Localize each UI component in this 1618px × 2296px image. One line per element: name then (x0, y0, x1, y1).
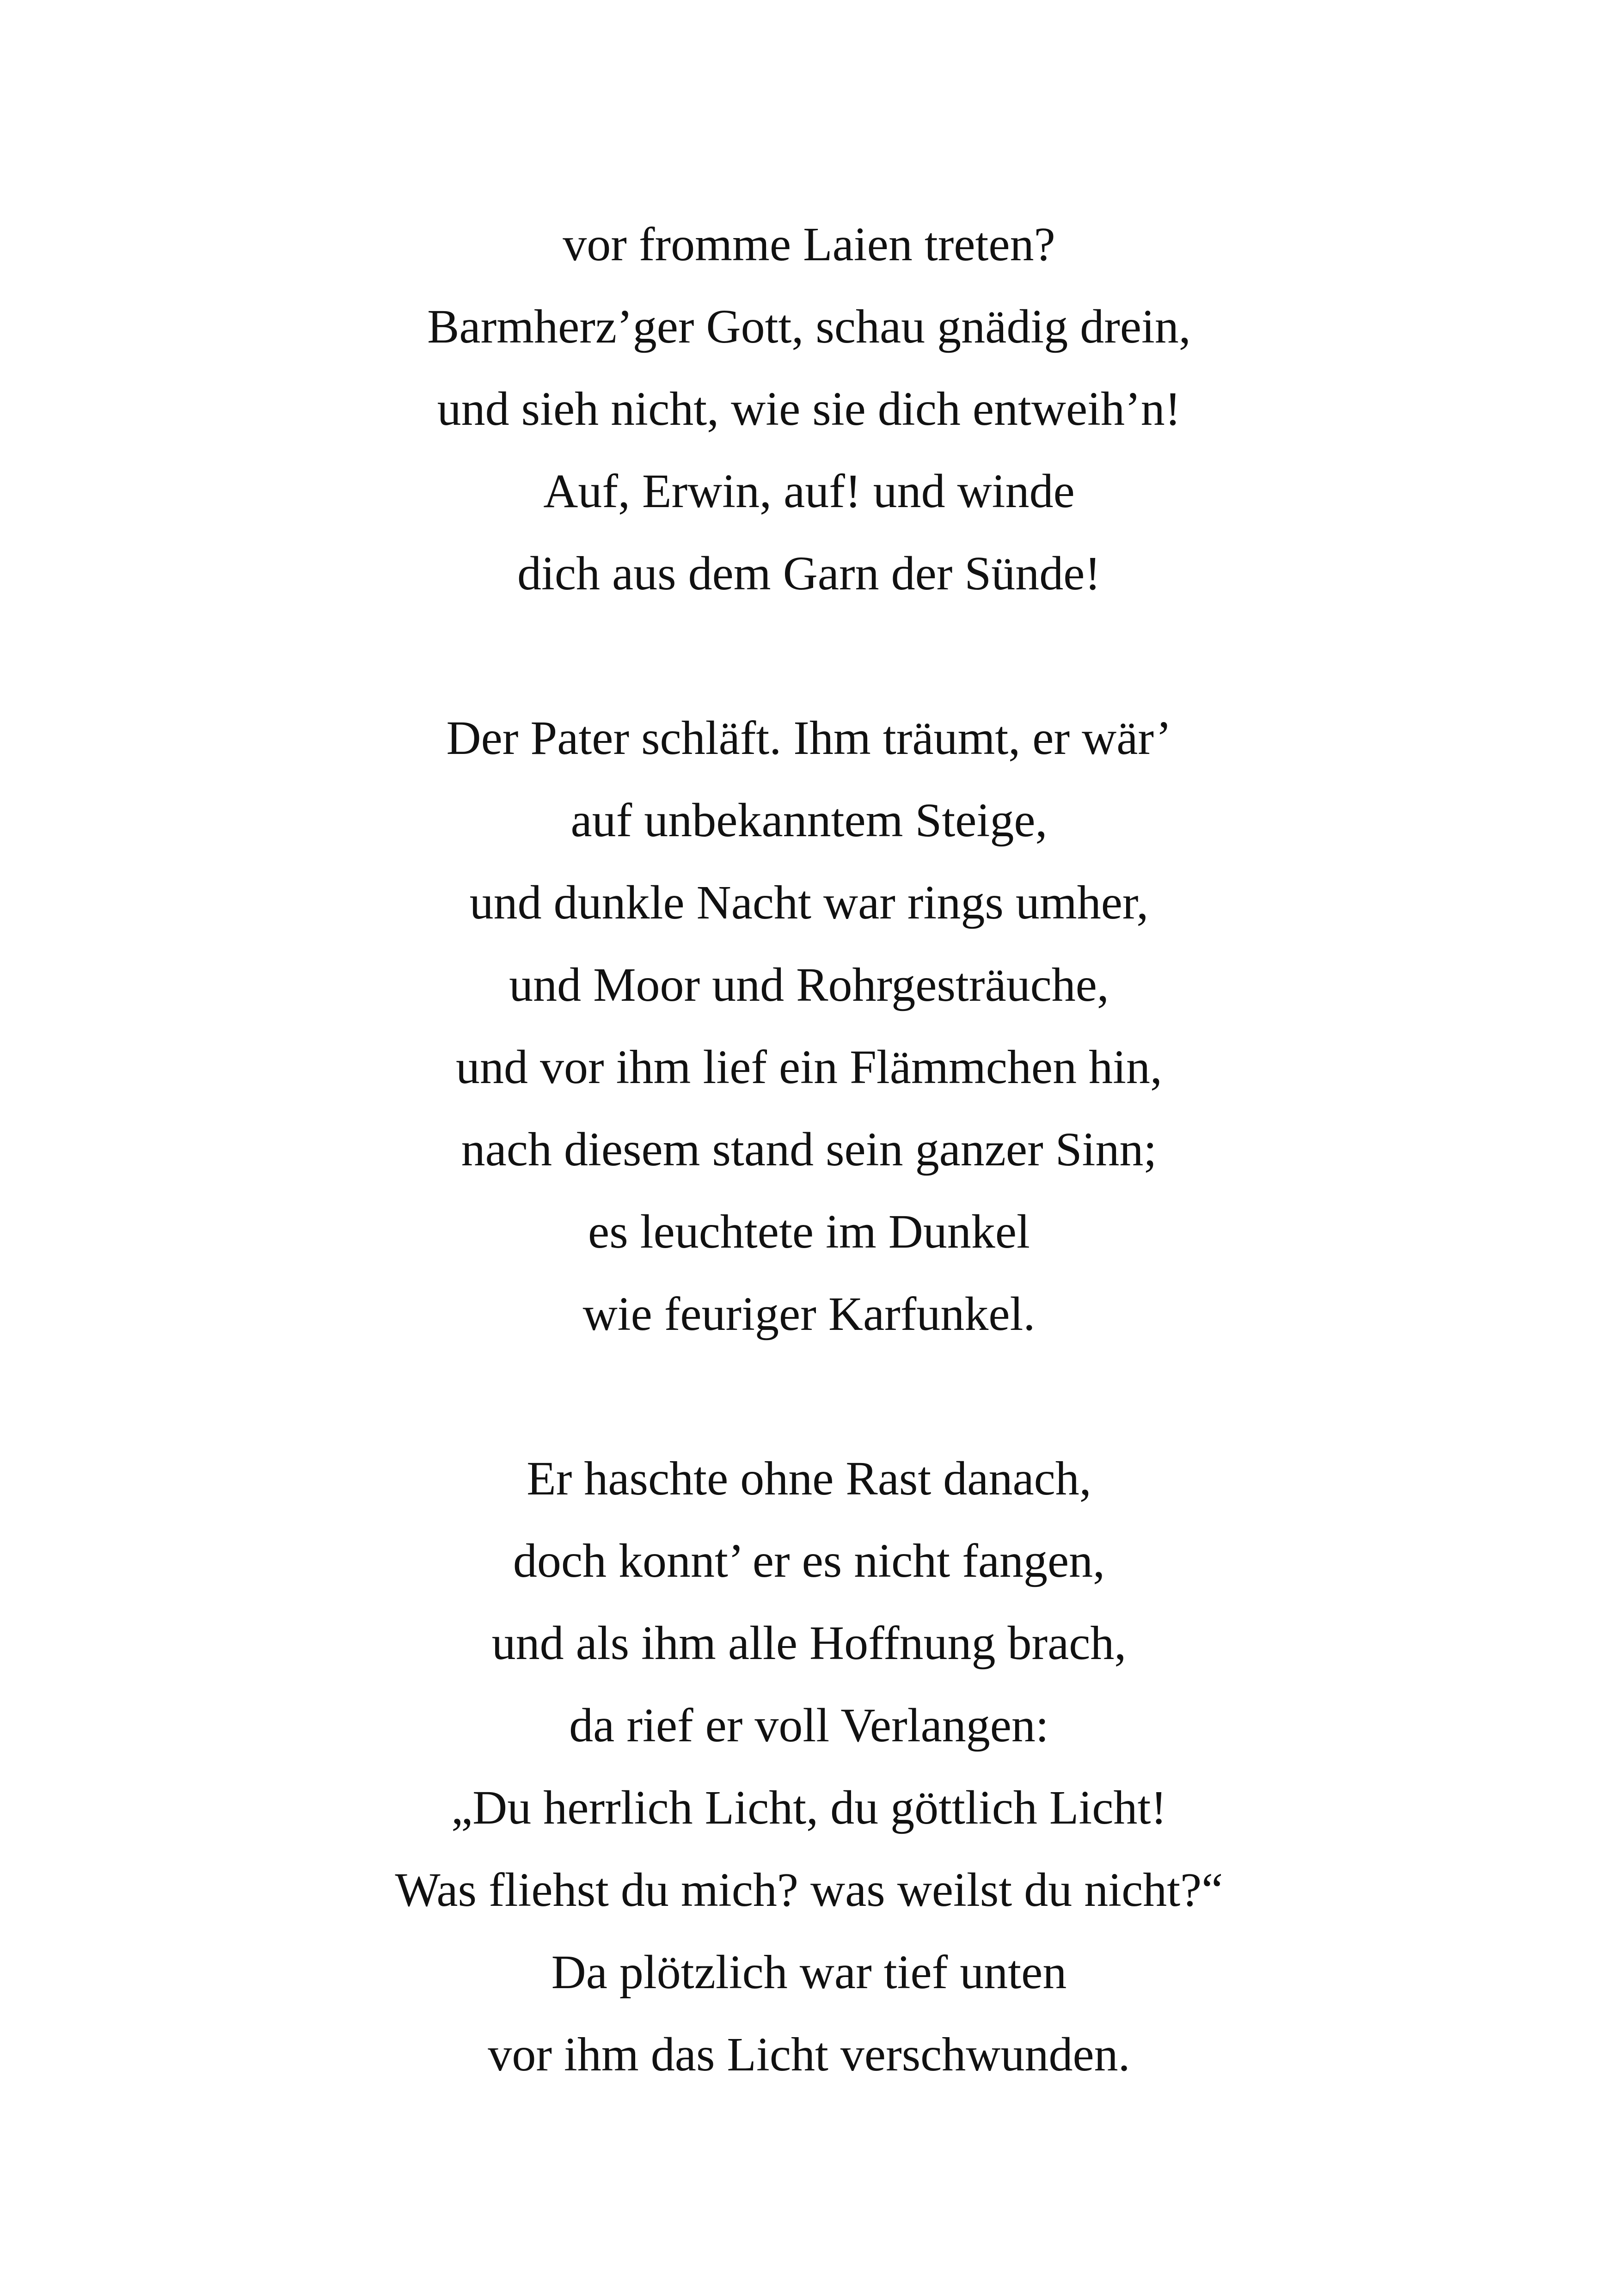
poem-line: und sieh nicht, wie sie dich entweih’n! (437, 382, 1181, 435)
poem-line: Da plötzlich war tief unten (551, 1946, 1067, 1999)
poem-line: Auf, Erwin, auf! und winde (543, 465, 1075, 518)
poem-line: und vor ihm lief ein Flämmchen hin, (456, 1041, 1162, 1094)
poem-line: Der Pater schläft. Ihm träumt, er wär’ (446, 711, 1172, 765)
poem-line: und Moor und Rohrgesträuche, (509, 958, 1109, 1011)
stanza-3 (0, 1438, 1618, 2096)
poem-line: auf unbekanntem Steige, (570, 794, 1048, 847)
poem-line: Er haschte ohne Rast danach, (527, 1452, 1091, 1505)
poem-line: es leuchtete im Dunkel (588, 1205, 1030, 1258)
poem-line: und als ihm alle Hoffnung brach, (491, 1616, 1127, 1670)
poem-line: dich aus dem Garn der Sünde! (517, 547, 1101, 600)
poem-line: und dunkle Nacht war rings umher, (469, 876, 1149, 929)
poem-line: Barmherz’ger Gott, schau gnädig drein, (427, 300, 1191, 353)
poem-line: Was fliehst du mich? was weilst du nicht?“ (395, 1863, 1223, 1916)
poem-text (0, 203, 1618, 2096)
poem-line: wie feuriger Karfunkel. (582, 1287, 1036, 1341)
poem-line: doch konnt’ er es nicht fangen, (513, 1534, 1105, 1587)
poem-line: da rief er voll Verlangen: (569, 1699, 1049, 1752)
poem-line: vor fromme Laien treten? (563, 218, 1055, 271)
stanza-2 (0, 697, 1618, 1355)
poem-line: nach diesem stand sein ganzer Sinn; (461, 1123, 1157, 1176)
poem-line: vor ihm das Licht verschwunden. (488, 2028, 1130, 2081)
poem-line: „Du herrlich Licht, du göttlich Licht! (451, 1781, 1167, 1834)
stanza-1 (0, 203, 1618, 615)
